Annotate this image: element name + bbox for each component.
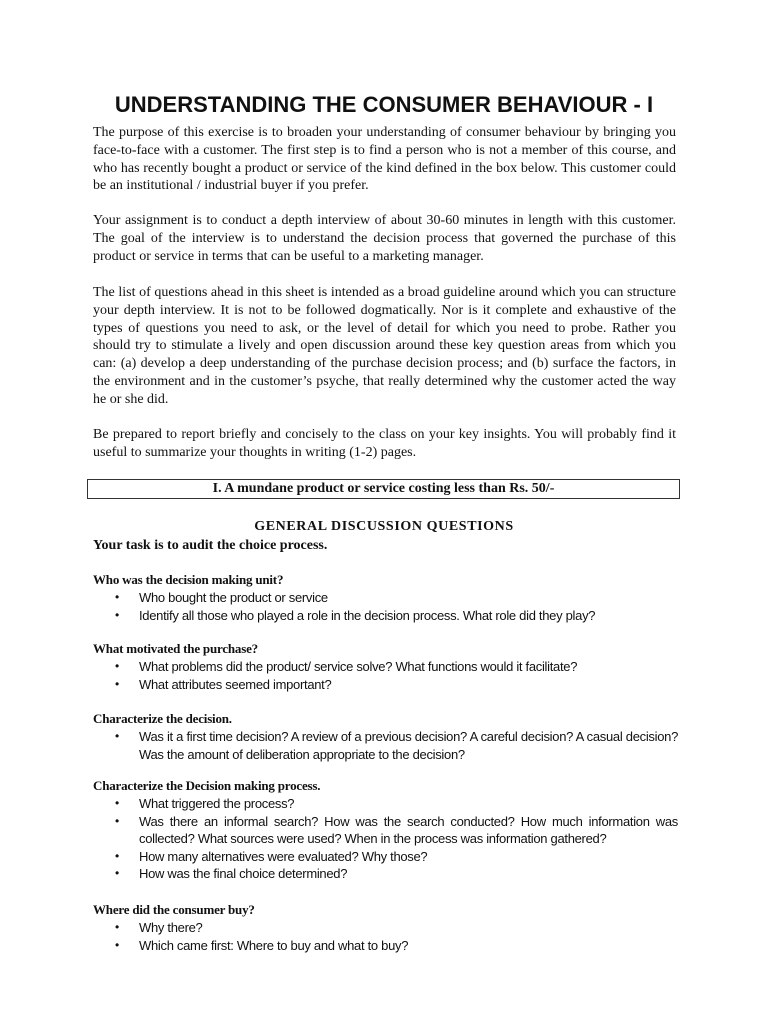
question-text: Which came first: Where to buy and what to buy? [139, 937, 409, 953]
question-item [93, 728, 678, 763]
bullet-icon: • [115, 813, 119, 828]
report-paragraph: Be prepared to report briefly and concisely to the class on your key insights. You will probably find it useful to summarize your thoughts in writing (1-2) pages. [93, 427, 676, 460]
bullet-icon: • [115, 676, 119, 691]
section-heading: Who was the decision making unit? [93, 572, 284, 587]
section-decision-process [93, 777, 678, 883]
question-list [93, 919, 678, 954]
general-questions-heading: GENERAL DISCUSSION QUESTIONS [254, 519, 514, 534]
section-heading: Characterize the Decision making process. [93, 778, 321, 793]
bullet-icon: • [115, 920, 119, 934]
task-statement: Your task is to audit the choice process. [93, 538, 328, 553]
question-item [93, 607, 678, 625]
bullet-icon: • [115, 848, 119, 863]
question-text: Who bought the product or service [139, 590, 328, 605]
bullet-icon: • [115, 729, 119, 743]
question-list [93, 795, 678, 883]
question-text: Why there? [139, 920, 203, 935]
question-list [93, 589, 678, 624]
product-category-box: I. A mundane product or service costing less than Rs. 50/- [87, 479, 680, 499]
bullet-icon: • [115, 607, 119, 622]
question-item [93, 589, 678, 607]
question-item [93, 658, 678, 676]
question-text: Was it a first time decision? A review of a previous decision? A careful decision? A casual decision? Was the amount of deliberation appropriate to the decision? [139, 729, 678, 762]
bullet-icon: • [115, 796, 119, 810]
question-text: How was the final choice determined? [139, 866, 348, 881]
bullet-icon: • [115, 937, 119, 952]
section-decision-unit [93, 571, 678, 624]
page-title: UNDERSTANDING THE CONSUMER BEHAVIOUR - I [114, 92, 654, 117]
question-text: Was there an informal search? How was the search conducted? How much information was collected? What sources were used? When in the process was information gathered? [139, 813, 678, 846]
question-item [93, 676, 678, 694]
section-heading: Where did the consumer buy? [93, 902, 255, 917]
question-text: How many alternatives were evaluated? Why those? [139, 848, 428, 864]
question-item [93, 813, 678, 848]
question-list [93, 728, 678, 763]
section-motivation [93, 640, 678, 693]
section-heading: What motivated the purchase? [93, 641, 258, 656]
question-text: What triggered the process? [139, 796, 295, 811]
question-text: What problems did the product/ service solve? What functions would it facilitate? [139, 659, 578, 674]
question-item [93, 848, 678, 866]
bullet-icon: • [115, 659, 119, 673]
question-text: What attributes seemed important? [139, 676, 332, 692]
section-decision [93, 710, 678, 763]
guideline-paragraph: The list of questions ahead in this sheet is intended as a broad guideline around which you can structure your depth interview. It is not to be followed dogmatically. Nor is it complete and exhaustive of the types of questions you need to ask, or the level of detail for which you need to probe. Rather you should try to stimulate a lively and open discussion around these key question areas from which you can: (a) develop a deep understanding of the purchase decision process; and (b) surface the factors, in the environment and in the customer’s psyche, that really determined why the customer acted the way he or she did. [93, 285, 676, 407]
intro-paragraph: The purpose of this exercise is to broaden your understanding of consumer behaviour by bringing you face-to-face with a customer. The first step is to find a person who is not a member of this course, and who has recently bought a product or service of the kind defined in the box below. This customer could be an institutional / industrial buyer if you prefer. [93, 125, 676, 194]
bullet-icon: • [115, 590, 119, 604]
bullet-icon: • [115, 866, 119, 880]
question-item [93, 865, 678, 883]
question-item [93, 795, 678, 813]
question-text: Identify all those who played a role in the decision process. What role did they play? [139, 607, 596, 623]
section-where-bought [93, 901, 678, 954]
question-item [93, 919, 678, 937]
question-item [93, 937, 678, 955]
section-heading: Characterize the decision. [93, 711, 232, 726]
assignment-paragraph: Your assignment is to conduct a depth interview of about 30-60 minutes in length with this customer. The goal of the interview is to understand the decision process that governed the purchase of this product or service in terms that can be useful to a marketing manager. [93, 213, 676, 264]
question-list [93, 658, 678, 693]
